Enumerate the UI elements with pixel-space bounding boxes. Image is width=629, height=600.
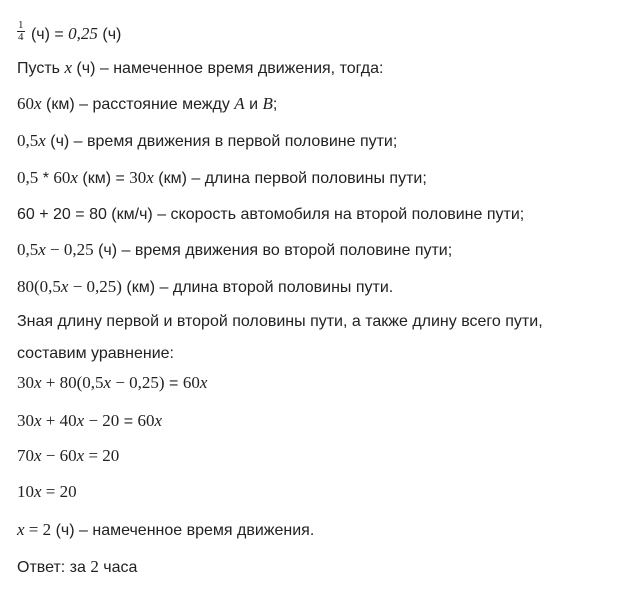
math-segment: 60 <box>182 373 200 392</box>
text-segment: (км) – длина второй половины пути. <box>121 279 394 296</box>
math-segment: − 20 <box>84 411 120 430</box>
text-line-16 <box>17 557 137 578</box>
text-segment: часа <box>98 559 138 576</box>
math-segment: = 2 <box>24 520 52 539</box>
math-segment: x <box>34 373 42 392</box>
math-segment: + 80(0,5 <box>41 373 104 392</box>
math-segment: x <box>38 240 46 259</box>
math-segment: x <box>154 411 163 430</box>
text-line-12 <box>17 411 162 432</box>
math-segment: 60 <box>17 94 34 113</box>
text-line-14 <box>17 482 77 503</box>
text-segment: и <box>244 96 263 113</box>
math-segment: x <box>17 520 25 539</box>
text-segment: ; <box>272 96 278 113</box>
fraction-denominator: 4 <box>18 31 24 44</box>
text-line-13 <box>17 446 119 467</box>
math-segment: x <box>103 373 112 392</box>
text-segment: Ответ: за <box>17 559 91 576</box>
text-segment: (км) – длина первой половины пути; <box>153 170 427 187</box>
math-segment: x <box>199 373 208 392</box>
math-segment: x <box>64 58 72 77</box>
fraction-numerator: 1 <box>18 19 24 32</box>
math-segment: x <box>34 446 42 465</box>
text-segment: (ч) – время движения во второй половине пути; <box>93 242 453 259</box>
math-segment: − 0,25) <box>111 373 165 392</box>
text-line-3 <box>17 94 277 115</box>
text-segment: (ч) = <box>26 26 69 43</box>
math-segment: − 60 <box>41 446 77 465</box>
math-segment: 0,25 <box>68 24 98 43</box>
text-segment: (ч) – намеченное время движения, тогда: <box>71 60 384 77</box>
math-segment: 10 <box>17 482 34 501</box>
text-line-15 <box>17 520 314 541</box>
math-segment: x <box>34 94 42 113</box>
text-segment: (ч) – время движения в первой половине пути; <box>45 133 398 150</box>
text-segment: (км) = <box>77 170 130 187</box>
math-segment: B <box>262 94 273 113</box>
text-segment: (ч) – намеченное время движения. <box>51 522 315 539</box>
math-segment: x <box>60 277 69 296</box>
math-segment: x <box>38 131 46 150</box>
math-segment: x <box>34 411 42 430</box>
math-segment: 30 <box>129 168 147 187</box>
text-line-8 <box>17 277 393 298</box>
text-segment: * <box>38 170 54 187</box>
text-line-11 <box>17 373 207 394</box>
text-segment: составим уравнение: <box>17 345 174 362</box>
text-line-2 <box>17 58 383 79</box>
text-line-9 <box>17 312 543 332</box>
math-segment: 60 <box>137 411 155 430</box>
math-segment: − 0,25) <box>68 277 122 296</box>
text-line-7 <box>17 240 452 261</box>
text-line-4 <box>17 131 397 152</box>
math-segment: x <box>34 482 42 501</box>
text-line-6 <box>17 205 524 225</box>
math-segment: + 40 <box>41 411 77 430</box>
math-segment: 80(0,5 <box>17 277 61 296</box>
math-segment: = 20 <box>84 446 120 465</box>
math-segment: 30 <box>17 373 34 392</box>
text-segment: (ч) <box>97 26 122 43</box>
fraction <box>17 20 25 43</box>
math-segment: = 20 <box>41 482 77 501</box>
math-segment: 0,5 <box>17 168 39 187</box>
math-segment: x <box>76 411 85 430</box>
math-segment: x <box>146 168 154 187</box>
text-line-1 <box>17 19 122 45</box>
math-segment: A <box>234 94 245 113</box>
text-line-10 <box>17 344 174 364</box>
text-segment: Зная длину первой и второй половины пути, а также длину всего пути, <box>17 313 543 330</box>
math-segment: 30 <box>17 411 34 430</box>
math-segment: − 0,25 <box>45 240 94 259</box>
math-segment: 60 <box>53 168 71 187</box>
math-segment: 0,5 <box>17 131 39 150</box>
text-segment: = <box>119 413 138 430</box>
math-segment: x <box>70 168 78 187</box>
text-segment: (км) – расстояние между <box>41 96 235 113</box>
math-segment: 0,5 <box>17 240 39 259</box>
text-segment: = <box>164 375 183 392</box>
text-line-5 <box>17 168 427 189</box>
text-segment: Пусть <box>17 60 65 77</box>
text-segment: 60 + 20 = 80 (км/ч) – скорость автомобиля на второй половине пути; <box>17 206 525 223</box>
math-segment: x <box>76 446 85 465</box>
math-segment: 70 <box>17 446 34 465</box>
math-segment: 2 <box>90 557 99 576</box>
